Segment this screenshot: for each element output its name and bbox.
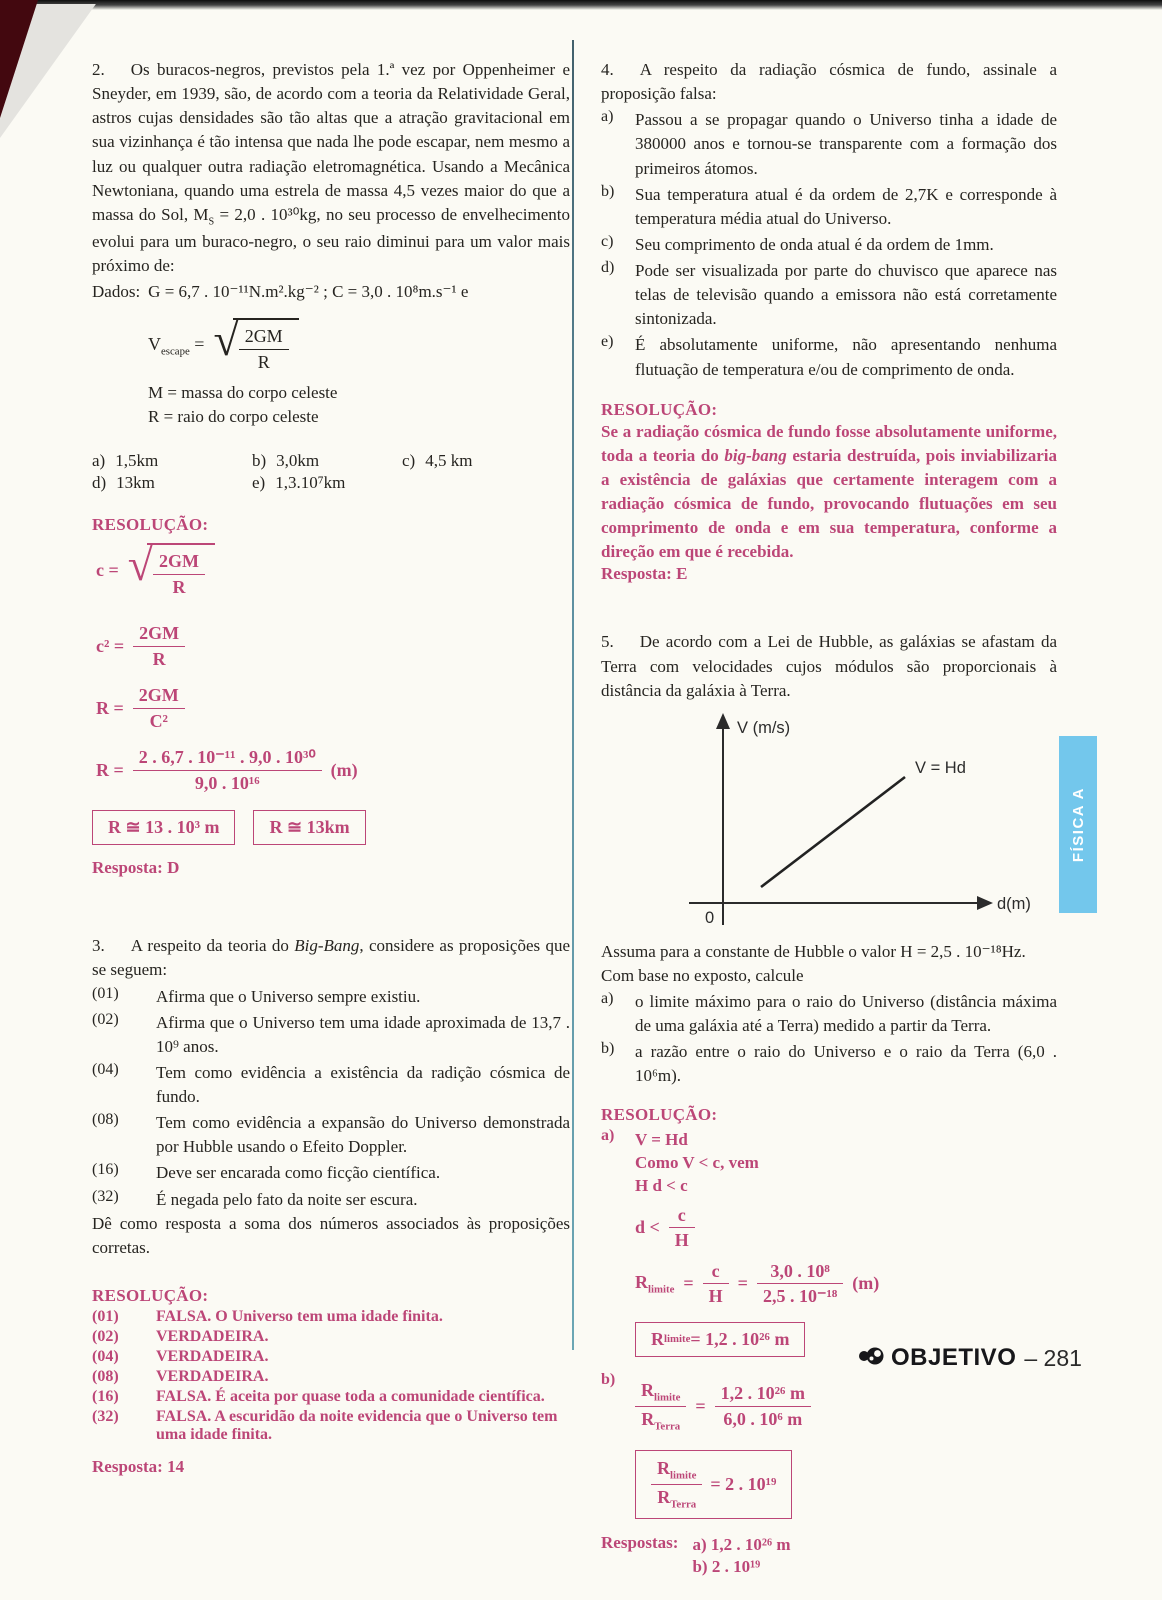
- resolution-2-result-boxes: [92, 810, 570, 845]
- resolution-3-item-16: (16) FALSA. É aceita por quase toda a comunidade científica.: [92, 1387, 545, 1405]
- proposition-16: (16) Deve ser encarada como ficção científica.: [92, 1161, 441, 1183]
- formula-variable: V: [148, 333, 161, 354]
- x-axis-arrow-icon: [977, 896, 993, 910]
- y-axis-arrow-icon: [716, 713, 730, 729]
- resolution-5-part-a: a) V = Hd Como V < c, vem H d < c d < $\frac{c}{H}$ $R_{limite}$ = $\frac{c}{H}$ = $\frac{\text{3,0 . 10⁸}}{\text{2,5 . 10⁻¹⁸}}$ (m) R limite = 1,2 . 10²⁶ m: [601, 1127, 1057, 1357]
- question-2-text: [92, 58, 570, 278]
- question-3-outro: Dê como resposta a soma dos números associados às proposições corretas.: [92, 1213, 570, 1257]
- answer-5-a: a) 1,2 . 10²⁶ m: [692, 1534, 791, 1554]
- big-bang-italic: big-bang: [724, 445, 787, 465]
- question-4-option-d: d) Pode ser visualizada por parte do chuvisco que aparece nas telas de televisão quando a emissora não está corretamente sintonizada.: [601, 259, 1057, 329]
- resolution-5-title: RESOLUÇÃO:: [601, 1104, 718, 1124]
- proposition-04: (04) Tem como evidência a existência da radição cósmica de fundo.: [92, 1060, 570, 1106]
- question-3-text: 3. A respeito da teoria do Big-Bang, considere as proposições que se seguem:: [92, 936, 570, 980]
- hubble-line: [761, 777, 905, 887]
- proposition-08: (08) Tem como evidência a expansão do Universo demonstrada por Hubble usando o Efeito Doppler.: [92, 1111, 570, 1157]
- answer-5-b: b) 2 . 10¹⁹: [692, 1556, 761, 1576]
- data-label: Dados:: [92, 281, 141, 301]
- legend-radius: R = raio do corpo celeste: [148, 407, 319, 427]
- escape-velocity-formula: [148, 314, 570, 373]
- answer-2: Resposta: D: [92, 858, 180, 878]
- answer-3: Resposta: 14: [92, 1456, 185, 1476]
- question-5-item-a: a) o limite máximo para o raio do Universo (distância máxima de uma galáxia até a Terra) medido a partir da Terra.: [601, 990, 1057, 1036]
- radical-sign-icon: √: [213, 314, 239, 365]
- question-5-number: 5.: [601, 632, 614, 652]
- side-tab-label: FÍSICA A: [1069, 786, 1087, 863]
- option-e: e) 1,3.10⁷km: [252, 473, 346, 493]
- resolution-2-eq4: R = $\frac{\text{2 . 6,7 . 10⁻¹¹ . 9,0 . 10³⁰}}{\text{9,0 . 10¹⁶}}$ (m): [96, 747, 358, 793]
- square-root: √ $\frac{2GM}{R}$: [128, 543, 215, 598]
- physics-a-side-tab: [1059, 736, 1097, 913]
- question-5-item-b: b) a razão entre o raio do Universo e o raio da Terra (6,0 . 10⁶m).: [601, 1040, 1057, 1086]
- y-axis-label: V (m/s): [737, 718, 791, 737]
- formula-subscript: escape: [161, 345, 190, 358]
- line-equation-label: V = Hd: [915, 758, 966, 777]
- hubble-constant-line: Assuma para a constante de Hubble o valor H = 2,5 . 10⁻¹⁸Hz.: [601, 941, 1026, 961]
- x-axis-label: d(m): [997, 894, 1031, 913]
- formula-lhs: [148, 334, 204, 358]
- res5-a-result-box: R limite = 1,2 . 10²⁶ m: [635, 1322, 805, 1357]
- result-box-km: R ≅ 13km: [253, 810, 365, 845]
- equals-sign: =: [194, 333, 205, 354]
- question-4-option-e: e) É absolutamente uniforme, não apresentando nenhuma flutuação de temperatura e/ou de comprimento de onda.: [601, 333, 1057, 379]
- resolution-4-title: RESOLUÇÃO:: [601, 399, 718, 419]
- question-2-body-2: = 2,0 . 10³⁰kg, no seu processo de envelhecimento evolui para um buraco-negro, o seu raio diminui para um valor mais próximo de:: [92, 204, 570, 275]
- option-b: b) 3,0km: [252, 451, 320, 471]
- origin-label: 0: [705, 908, 715, 927]
- resolution-2-eq2: c² = $\frac{2GM}{R}$: [96, 622, 570, 670]
- data-values: G = 6,7 . 10⁻¹¹N.m².kg⁻² ; C = 3,0 . 10⁸m.s⁻¹ e: [148, 281, 469, 301]
- resolution-2-eq3: R = $\frac{2GM}{\text{C²}}$: [96, 684, 570, 732]
- fraction: [239, 325, 289, 373]
- res5-b-equation: $\frac{R_{limite}}{R_{Terra}}$ = $\frac{\text{1,2 . 10²⁶ m}}{\text{6,0 . 10⁶ m}}$: [635, 1379, 1057, 1434]
- option-d: d) 13km: [92, 473, 155, 493]
- proposition-02: (02) Afirma que o Universo tem uma idade aproximada de 13,7 . 10⁹ anos.: [92, 1010, 570, 1056]
- question-4-option-c: c) Seu comprimento de onda atual é da ordem de 1mm.: [601, 232, 994, 254]
- question-2-body-1: Os buracos-negros, previstos pela 1.ª vez por Oppenheimer e Sneyder, em 1939, são, de acordo com a teoria da Relatividade Geral, astros cujas densidades são tão altas que a atração gravitacional em sua vizinhança é tão intensa que nada lhe pode escapar, nem mesmo a luz ou qualquer outra radiação eletromagnética. Usando a Mecânica Newtoniana, quando uma estrela de massa 4,5 vezes maior do que a massa do Sol, M: [92, 60, 570, 224]
- radical-sign-icon: √: [127, 539, 153, 591]
- option-c: c) 4,5 km: [402, 451, 473, 471]
- resolution-4-text: Se a radiação cósmica de fundo fosse absolutamente uniforme, toda a teoria do big-bang estaria destruída, pois inviabilizaria a existência de galáxias que certamente interagem com a radiação cósmica de fundo, provocando flutuações em seu comprimento de onda e em sua temperatura, conforme a direção em que é recebida.: [601, 421, 1057, 562]
- left-column: [92, 58, 570, 1477]
- resolution-3-item-02: (02) VERDADEIRA.: [92, 1327, 269, 1345]
- resolution-3-item-32: (32) FALSA. A escuridão da noite evidencia que o Universo tem uma idade finita.: [92, 1407, 558, 1443]
- question-4-option-b: b) Sua temperatura atual é da ordem de 2,7K e corresponde à temperatura média atual do Universo.: [601, 182, 1057, 228]
- resolution-3-item-08: (08) VERDADEIRA.: [92, 1367, 269, 1385]
- resolution-3-item-01: (01) FALSA. O Universo tem uma idade finita.: [92, 1307, 443, 1325]
- resolution-2-eq1: c = √ $\frac{2GM}{R}$: [96, 543, 570, 598]
- big-bang-italic: Big-Bang: [294, 936, 360, 956]
- question-5-text: 5. De acordo com a Lei de Hubble, as galáxias se afastam da Terra com velocidades cujos módulos são proporcionais à distância da galáxia à Terra.: [601, 632, 1057, 700]
- proposition-32: (32) É negada pelo fato da noite ser escura.: [92, 1187, 418, 1209]
- question-2-number: 2.: [92, 60, 105, 79]
- scan-edge-top: [0, 0, 1162, 10]
- calc-intro-line: Com base no exposto, calcule: [601, 965, 804, 985]
- res5-a-line3: H d < c: [635, 1175, 688, 1195]
- hubble-law-graph: [643, 711, 1063, 933]
- resolution-2-title: RESOLUÇÃO:: [92, 515, 209, 535]
- column-divider: [572, 40, 574, 1350]
- proposition-01: (01) Afirma que o Universo sempre existiu.: [92, 984, 421, 1006]
- question-3-number: 3.: [92, 936, 105, 956]
- question-2-data-line: [92, 280, 570, 304]
- square-root: [213, 314, 298, 373]
- question-4-number: 4.: [601, 60, 614, 79]
- page-footer: [858, 1344, 1082, 1372]
- question-2-options-row-1: [92, 451, 570, 471]
- result-box-meters: R ≅ 13 . 10³ m: [92, 810, 235, 845]
- fraction-denominator: R: [239, 349, 289, 374]
- resolution-3-title: RESOLUÇÃO:: [92, 1285, 209, 1305]
- legend-mass: M = massa do corpo celeste: [148, 383, 338, 402]
- question-2-options-row-2: [92, 473, 570, 493]
- brand-name: OBJETIVO: [891, 1344, 1017, 1371]
- res5-a-line2: Como V < c, vem: [635, 1152, 759, 1172]
- question-4-option-a: a) Passou a se propagar quando o Universo tinha a idade de 380000 anos e tornou-se transparente com a formação dos primeiros átomos.: [601, 108, 1057, 178]
- mass-sun-subscript: S: [208, 216, 215, 228]
- res5-a-line1: V = Hd: [635, 1129, 688, 1149]
- resolution-5-part-b: b) $\frac{R_{limite}}{R_{Terra}}$ = $\frac{\text{1,2 . 10²⁶ m}}{\text{6,0 . 10⁶ m}}$ $\frac{R_{limite}}{R_{Terra}}$ = 2 . 10¹⁹: [601, 1371, 1057, 1519]
- answer-4: Resposta: E: [601, 564, 688, 584]
- objetivo-eye-icon: [858, 1345, 886, 1372]
- question-4-text: 4. A respeito da radiação cósmica de fundo, assinale a proposição falsa:: [601, 60, 1057, 104]
- radicand: [233, 318, 299, 373]
- res5-a-inequality: d < $\frac{c}{H}$: [635, 1204, 1057, 1252]
- resolution-5-answers: Respostas: a) 1,2 . 10²⁶ m b) 2 . 10¹⁹: [601, 1532, 791, 1576]
- res5-b-result-box: $\frac{R_{limite}}{R_{Terra}}$ = 2 . 10¹⁹: [635, 1450, 792, 1519]
- fraction-numerator: 2GM: [244, 326, 283, 346]
- option-a: a) 1,5km: [92, 451, 159, 471]
- res5-a-limit-equation: $R_{limite}$ = $\frac{c}{H}$ = $\frac{\text{3,0 . 10⁸}}{\text{2,5 . 10⁻¹⁸}}$ (m): [635, 1260, 880, 1306]
- resolution-3-item-04: (04) VERDADEIRA.: [92, 1347, 269, 1365]
- page-number: – 281: [1024, 1344, 1082, 1371]
